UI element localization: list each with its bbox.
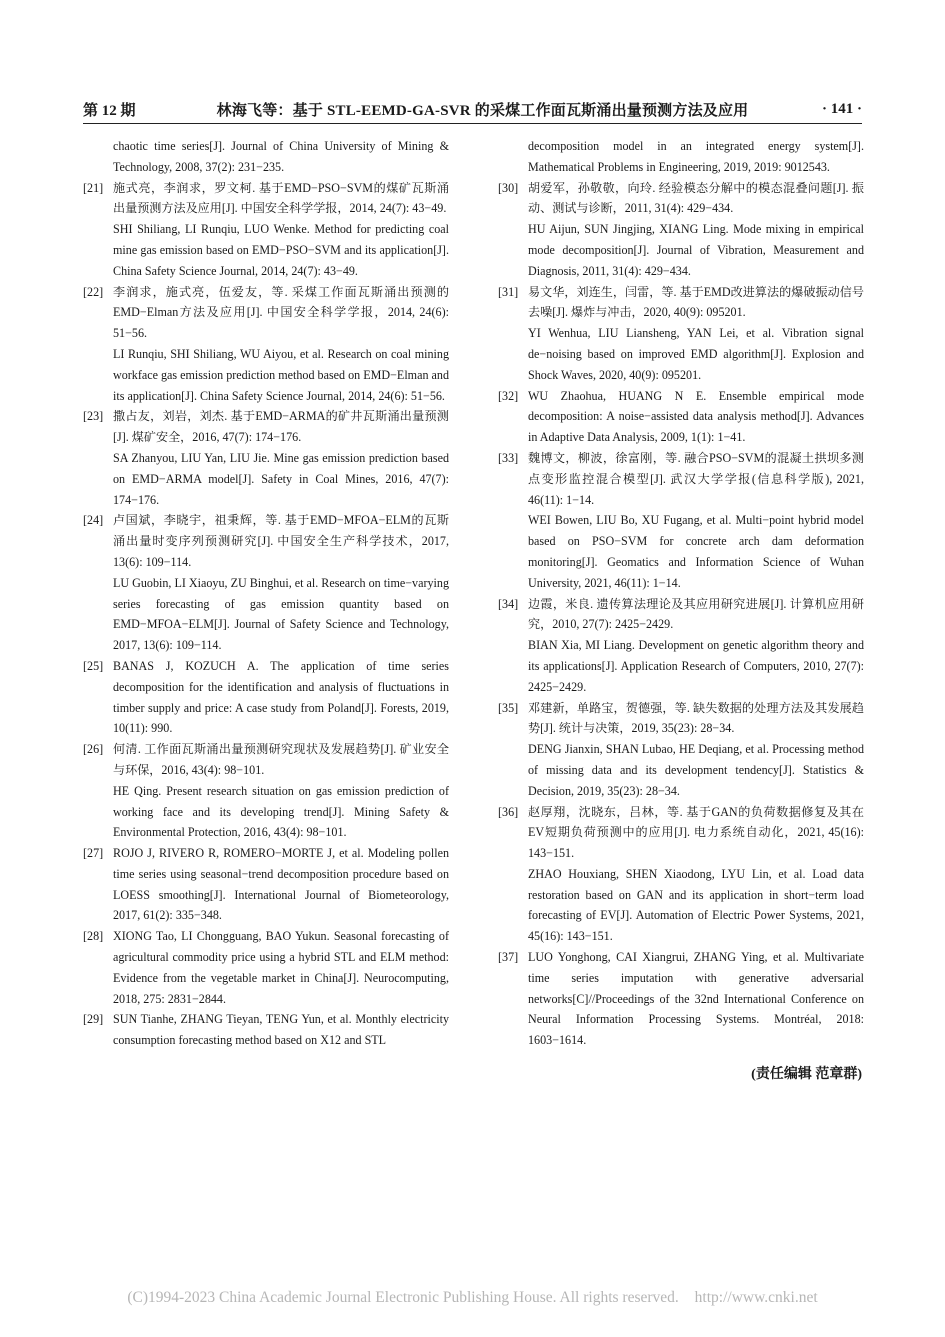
reference-citation: ROJO J, RIVERO R, ROMERO−MORTE J, et al. Modeling pollen time series using seasonal−trend decomposition procedure based on LOESS smoothing[J]. International Journal of Biometeorology, 2017, 61(2): 335−348.	[113, 846, 449, 923]
reference-text	[113, 739, 449, 843]
reference-text	[528, 282, 864, 386]
reference-text	[528, 947, 864, 1051]
reference-text	[528, 802, 864, 948]
reference-entry	[498, 282, 864, 386]
reference-entry	[498, 386, 864, 448]
reference-citation: 边霞，米良. 遗传算法理论及其应用研究进展[J]. 计算机应用研究，2010, 27(7): 2425−2429.	[528, 596, 864, 632]
reference-citation: BANAS J, KOZUCH A. The application of time series decomposition for the identification and analysis of fluctuations in timber supply and price: A case study from Poland[J]. Forests, 2019, 10(11): 990.	[113, 658, 449, 736]
reference-text	[113, 1009, 449, 1051]
copyright-text: (C)1994-2023 China Academic Journal Electronic Publishing House. All rights reserved.	[127, 1289, 679, 1306]
reference-number: [36]	[498, 804, 519, 819]
copyright-footer	[0, 1289, 945, 1307]
reference-entry	[83, 178, 449, 282]
reference-number: [37]	[498, 950, 519, 965]
reference-text	[113, 282, 449, 407]
reference-entry	[498, 594, 864, 698]
reference-citation-english: BIAN Xia, MI Liang. Development on genetic algorithm theory and its applications[J]. Application Research of Computers, 2010, 27(7): 2425−2429.	[528, 638, 864, 694]
reference-number: [26]	[83, 742, 104, 757]
reference-text	[113, 406, 449, 510]
reference-entry	[83, 926, 449, 1009]
reference-text	[528, 594, 864, 698]
reference-text	[113, 843, 449, 926]
article-title: 林海飞等：基于 STL-EEMD-GA-SVR 的采煤工作面瓦斯涌出量预测方法及应用	[216, 102, 749, 119]
reference-citation: SUN Tianhe, ZHANG Tieyan, TENG Yun, et al. Monthly electricity consumption forecasting method based on X12 and STL	[113, 1012, 449, 1048]
reference-citation: 魏博文，柳波，徐富刚，等. 融合PSO−SVM的混凝土拱坝多测点变形监控混合模型[J]. 武汉大学学报(信息科学版), 2021, 46(11): 1−14.	[528, 450, 864, 507]
reference-number: [32]	[498, 388, 519, 403]
reference-number: [29]	[83, 1012, 104, 1027]
reference-citation: 何清. 工作面瓦斯涌出量预测研究现状及发展趋势[J]. 矿业安全与环保，2016, 43(4): 98−101.	[113, 742, 449, 777]
reference-entry	[498, 947, 864, 1051]
reference-continuation: decomposition model in an integrated energy system[J]. Mathematical Problems in Engineering, 2019, 2019: 9012543.	[528, 139, 864, 174]
reference-citation: WU Zhaohua, HUANG N E. Ensemble empirical mode decomposition: A noise−assisted data analysis method[J]. Advances in Adaptive Data Analysis, 2009, 1(1): 1−41.	[528, 388, 864, 445]
reference-text	[113, 178, 449, 282]
reference-list	[83, 178, 449, 1051]
reference-entry	[498, 698, 864, 802]
reference-number: [30]	[498, 180, 519, 195]
reference-citation-english: ZHAO Houxiang, SHEN Xiaodong, LYU Lin, et al. Load data restoration based on GAN and its application in short−term load forecasting of EV[J]. Automation of Electric Power Systems, 2021, 45(16): 143−151.	[528, 866, 864, 944]
reference-citation-english: WEI Bowen, LIU Bo, XU Fugang, et al. Multi−point hybrid model based on PSO−SVM for concrete arch dam deformation monitoring[J]. Geomatics and Information Science of Wuhan University, 2021, 46(11): 1−14.	[528, 513, 864, 590]
reference-citation: LUO Yonghong, CAI Xiangrui, ZHANG Ying, et al. Multivariate time series imputation with generative adversarial networks[C]//Proceedings of the 32nd International Conference on Neural Information Processing Systems. Montréal, 2018: 1603−1614.	[528, 950, 864, 1048]
responsible-editor: (责任编辑 范章群)	[751, 1067, 862, 1082]
reference-entry	[83, 843, 449, 926]
reference-citation-english: LU Guobin, LI Xiaoyu, ZU Binghui, et al. Research on time−varying series forecasting of gas emission quantity based on EMD−MFOA−ELM[J]. Journal of Safety Science and Technology, 2017, 13(6): 109−114.	[113, 575, 449, 653]
reference-citation: 赵厚翔，沈晓东，吕林，等. 基于GAN的负荷数据修复及其在EV短期负荷预测中的应用[J]. 电力系统自动化，2021, 45(16): 143−151.	[528, 804, 864, 861]
reference-citation: 卢国斌，李晓宇，祖秉辉，等. 基于EMD−MFOA−ELM的瓦斯涌出量时变序列预测研究[J]. 中国安全生产科学技术，2017, 13(6): 109−114.	[113, 513, 449, 569]
reference-number: [28]	[83, 929, 104, 944]
reference-number: [22]	[83, 284, 104, 299]
reference-number: [27]	[83, 846, 104, 861]
left-column	[83, 136, 449, 1051]
reference-text	[113, 656, 449, 739]
reference-text	[528, 698, 864, 802]
right-column	[498, 136, 864, 1051]
reference-citation: 施式亮，李润求，罗文柯. 基于EMD−PSO−SVM的煤矿瓦斯涌出量预测方法及应用[J]. 中国安全科学学报，2014, 24(7): 43−49.	[113, 180, 449, 216]
reference-citation: 胡爱军，孙敬敬，向玲. 经验模态分解中的模态混叠问题[J]. 振动、测试与诊断，2011, 31(4): 429−434.	[528, 180, 864, 216]
reference-text	[528, 178, 864, 282]
header-rule	[83, 123, 862, 124]
reference-citation: 撒占友，刘岩，刘杰. 基于EMD−ARMA的矿井瓦斯涌出量预测[J]. 煤矿安全，2016, 47(7): 174−176.	[113, 409, 449, 445]
reference-citation-english: HU Aijun, SUN Jingjing, XIANG Ling. Mode mixing in empirical mode decomposition[J]. Journal of Vibration, Measurement and Diagnosis, 2011, 31(4): 429−434.	[528, 222, 864, 278]
reference-entry	[498, 802, 864, 948]
reference-number: [24]	[83, 513, 104, 528]
cnki-url[interactable]: http://www.cnki.net	[694, 1289, 818, 1306]
reference-entry	[83, 282, 449, 407]
reference-citation: 邓建新，单路宝，贺德强，等. 缺失数据的处理方法及其发展趋势[J]. 统计与决策，2019, 35(23): 28−34.	[528, 700, 864, 736]
reference-citation-english: LI Runqiu, SHI Shiliang, WU Aiyou, et al. Research on coal mining workface gas emission prediction method based on EMD−Elman and its application[J]. China Safety Science Journal, 2014, 24(6): 51−56.	[113, 346, 449, 403]
issue-number: 第 12 期	[83, 102, 136, 119]
running-header	[83, 96, 862, 122]
reference-number: [35]	[498, 700, 519, 715]
reference-number: [33]	[498, 450, 519, 465]
reference-citation: XIONG Tao, LI Chongguang, BAO Yukun. Seasonal forecasting of agricultural commodity price using a hybrid STL and ELM method: Evidence from the vegetable market in China[J]. Neurocomputing, 2018, 275: 2831−2844.	[113, 929, 449, 1006]
reference-citation-english: HE Qing. Present research situation on gas emission prediction of working face and its developing trend[J]. Mining Safety & Environmental Protection, 2016, 43(4): 98−101.	[113, 783, 449, 840]
reference-entry	[83, 406, 449, 510]
reference-number: [23]	[83, 409, 104, 424]
reference-citation-english: DENG Jianxin, SHAN Lubao, HE Deqiang, et al. Processing method of missing data and its development tendency[J]. Statistics & Decision, 2019, 35(23): 28−34.	[528, 742, 864, 798]
reference-entry	[83, 1009, 449, 1051]
reference-list	[498, 178, 864, 1051]
reference-citation-english: SA Zhanyou, LIU Yan, LIU Jie. Mine gas emission prediction based on EMD−ARMA model[J]. Safety in Coal Mines, 2016, 47(7): 174−176.	[113, 450, 449, 507]
reference-continuation: chaotic time series[J]. Journal of China University of Mining & Technology, 2008, 37(2): 231−235.	[113, 139, 449, 174]
reference-entry	[83, 739, 449, 843]
reference-entry	[83, 510, 449, 656]
reference-text	[113, 926, 449, 1009]
reference-number: [25]	[83, 658, 104, 673]
reference-number: [34]	[498, 596, 519, 611]
reference-citation-english: SHI Shiliang, LI Runqiu, LUO Wenke. Method for predicting coal mine gas emission based on EMD−PSO−SVM and its application[J]. China Safety Science Journal, 2014, 24(7): 43−49.	[113, 222, 449, 278]
reference-citation-english: YI Wenhua, LIU Liansheng, YAN Lei, et al. Vibration signal de−noising based on improved EMD algorithm[J]. Explosion and Shock Waves, 2020, 40(9): 095201.	[528, 326, 864, 382]
reference-number: [31]	[498, 284, 519, 299]
reference-text	[113, 510, 449, 656]
reference-number: [21]	[83, 180, 104, 195]
reference-entry	[498, 178, 864, 282]
reference-citation: 李润求，施式亮，伍爱友，等. 采煤工作面瓦斯涌出预测的EMD−Elman方法及应用[J]. 中国安全科学学报，2014, 24(6): 51−56.	[113, 284, 449, 341]
reference-text	[528, 448, 864, 594]
reference-text	[528, 386, 864, 448]
reference-citation: 易文华，刘连生，闫雷，等. 基于EMD改进算法的爆破振动信号去噪[J]. 爆炸与冲击，2020, 40(9): 095201.	[528, 284, 864, 320]
page-number: · 141 ·	[821, 100, 862, 117]
reference-entry	[83, 656, 449, 739]
reference-entry	[498, 448, 864, 594]
